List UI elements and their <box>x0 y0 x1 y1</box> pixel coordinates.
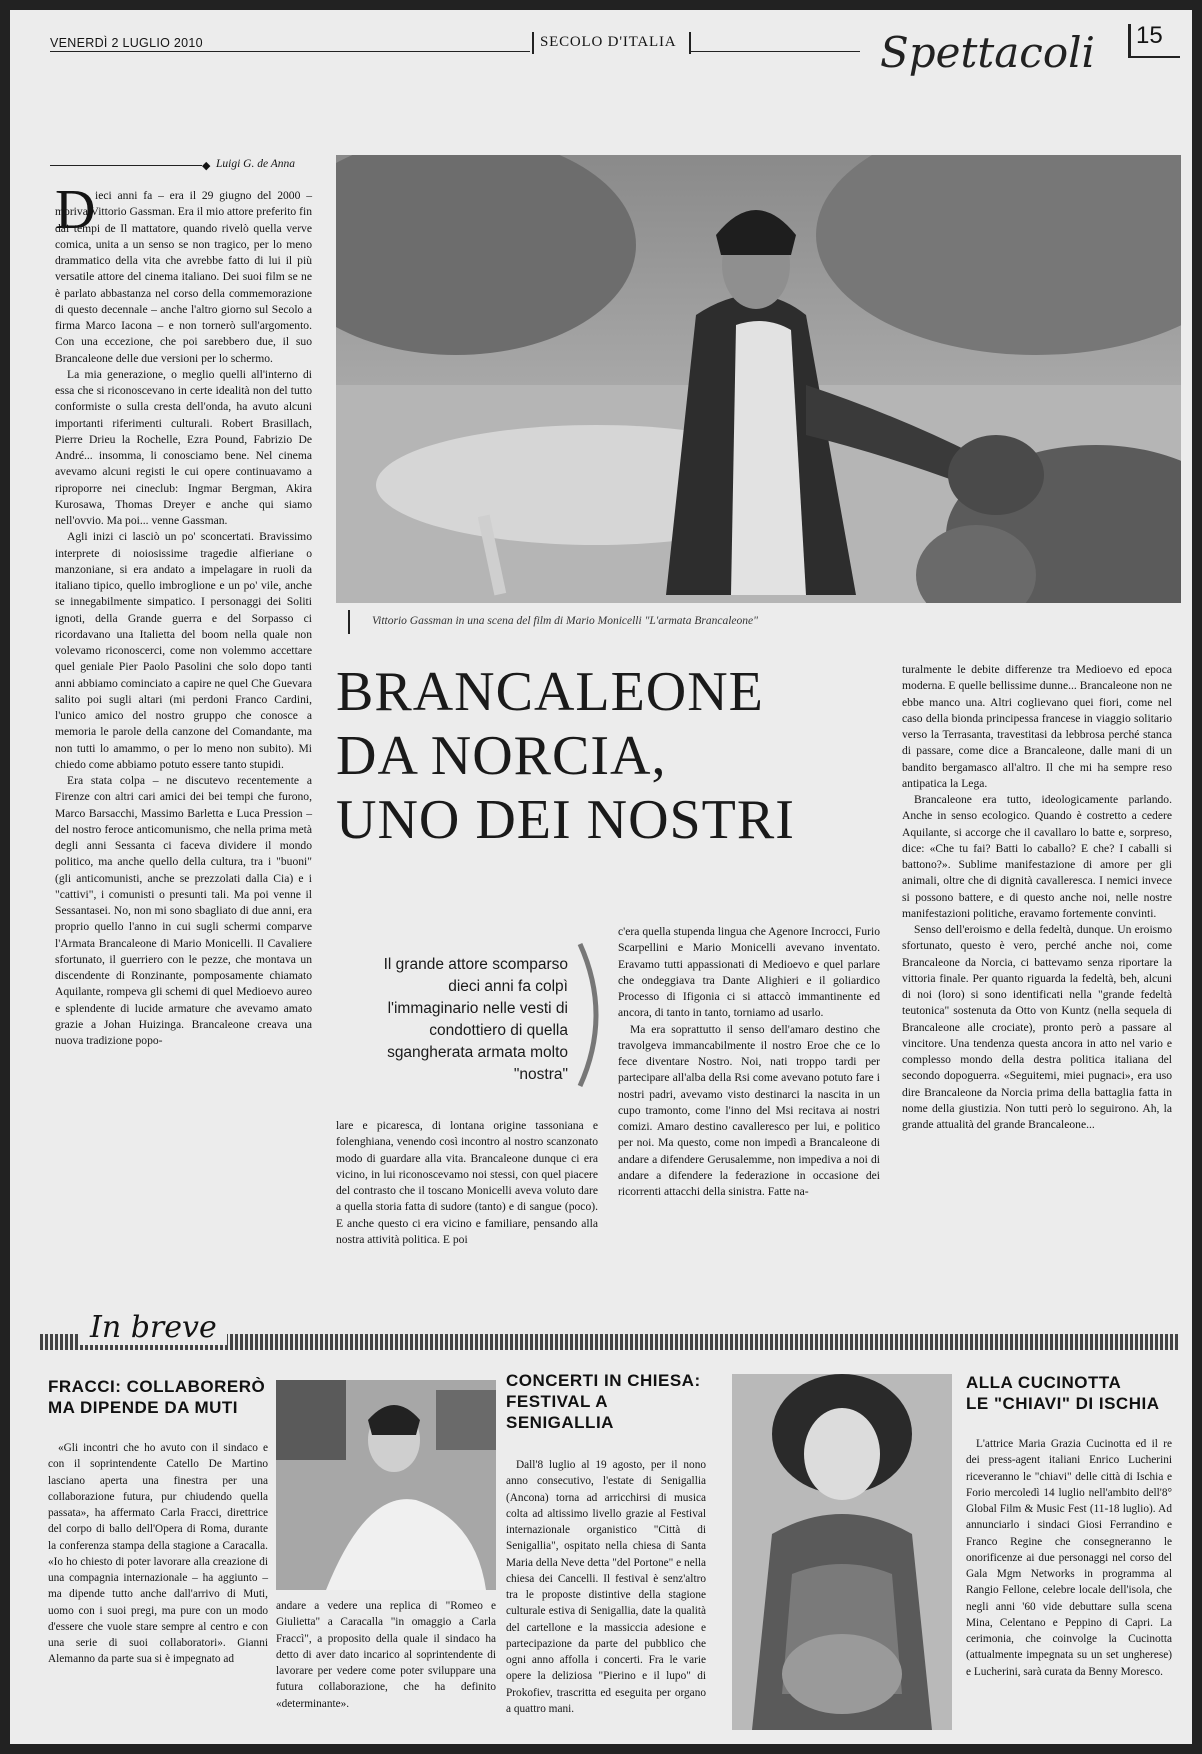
carla-fracci-illustration <box>276 1380 496 1590</box>
article-paragraph: lare e picaresca, di lontana origine tassoniana e folenghiana, venendo così incontro al nostro scanzonato modo di guardare alla vita. Brancaleone dunque ci era vicino, in lui riconoscevamo noi stessi, con quel piacere del contrasto che il toscano Monicelli aveva voluto dare a quella storia fatta di sudore (tanto) e di sangue (poco). E anche questo ci era vicino e familiare, pensando alla nostra attività politica. E poi <box>336 1119 598 1246</box>
brief-title-line-1: FRACCI: COLLABORERÒ <box>48 1377 266 1396</box>
brief-title-line-1: ALLA CUCINOTTA <box>966 1373 1122 1392</box>
newspaper-page <box>10 10 1192 1744</box>
article-column-1 <box>55 179 312 1049</box>
brief-title-line-1: CONCERTI IN CHIESA: <box>506 1371 701 1390</box>
header-date: VENERDÌ 2 LUGLIO 2010 <box>50 36 203 50</box>
photo-maria-grazia-cucinotta <box>732 1374 952 1730</box>
in-breve-label: In breve <box>80 1310 227 1345</box>
byline-diamond-icon: ◆ <box>202 160 211 172</box>
brief-text: Dall'8 luglio al 19 agosto, per il nono anno consecutivo, l'estate di Senigallia (Ancona) torna ad arricchirsi di musica colta ad altissimo livello grazie al Festival internazionale organistico "Città di Senigallia", ospitato nella chiesa di Santa Maria della Neve detta "del Portone" e nella chiesa dei Cancelli. Il festival è senz'altro tra le proposte distintive della stagione culturale estiva di Senigallia, date la qualità del cartellone e la massiccia adesione e partecipazione da parte del pubblico che ogni anno affolla i concerti. Fra le varie opere la deliziosa "Pierino e il lupo" di Prokofiev, trascritta ed eseguita per organo a quattro mani. <box>506 1459 706 1715</box>
header-divider <box>532 32 534 54</box>
header-rule-left <box>50 51 530 52</box>
subtitle: Il grande attore scomparso dieci anni fa colpì l'immaginario nelle vesti di condottiero di quella sgangherata armata molto "nostra" <box>383 956 568 1083</box>
page-number-underline <box>1128 56 1180 58</box>
brief-text: andare a vedere una replica di "Romeo e Giulietta" a Caracalla "in omaggio a Carla Fraccì", a proposito della quale il sindaco ha detto di aver dato incarico al soprintendente di lavorare per vedere come poter sviluppare una futura collaborazione, che ha definito «determinante». <box>276 1600 496 1710</box>
drop-cap: D <box>55 179 96 241</box>
article-paragraph: Era stata colpa – ne discutevo recentemente a Firenze con altri cari amici dei bei tempi che furono, Marco Barsacchi, Massimo Barletta e Luca Pression – del nostro feroce anticomunismo, che nella prima metà degli anni Sessanta ci faceva dividere il mondo politico, ma anche quello della cultura, tra i "buoni" (gli anticomunisti, anche se prezzolati dalla Cia) e i "cattivi", i comunisti o presunti tali. Ma poi venne il Sessantasei. No, non mi sono sbagliato di due anni, era proprio quello l'anno in cui sugli schermi comparve l'Armata Brancaleone di Mario Monicelli. Il Cavaliere sfortunato, il guerriero con le pezze, che montava un discendente di Ronzinante, pomposamente chiamato Aquilante, rompeva gli schemi di quel Medioevo aureo e splendente di lucide armature che avevamo amato grazie a Johan Huizinga. Brancaleone creava una nuova tradizione popo- <box>55 774 312 1047</box>
page-number-divider <box>1128 24 1131 58</box>
article-paragraph: Senso dell'eroismo e della fedeltà, dunque. Un eroismo sfortunato, questo è vero, perché anche noi, come Brancaleone da Norcia, ci battevamo senza riportare la vittoria finale. Per quanto riguarda la fedeltà, beh, alcuni di noi (loro) si sono identificati nella "grande fedeltà teutonica" sostenuta da Otto von Kuntz (nella sequela di Brancaleone alle crociate), pronto però a passare al vincitore. Una tendenza questa ancora in atto nel vario e complesso mondo della destra politica italiana del secondo dopoguerra. «Seguitemi, miei pugnaci», era uso dire Brancaleone da Norcia prima della battaglia fatta in nome della giustizia. Non tutti però lo seguirono. Ah, la grande attualità del grande Brancaleone... <box>902 923 1172 1131</box>
header-rule-right <box>690 51 860 52</box>
byline: Luigi G. de Anna <box>216 158 296 170</box>
brancaleone-scene-illustration <box>336 155 1181 603</box>
brief-cucinotta <box>966 1372 1172 1680</box>
brief-fracci-continued <box>276 1598 496 1712</box>
article-paragraph: La mia generazione, o meglio quelli all'interno di essa che si riconoscevano in certe idealità non del tutto conformiste o sulla cresta dell'onda, ha avuto alcuni importanti riferimenti culturali. Robert Brasillach, Pierre Drieu la Rochelle, Ezra Pound, Fabrizio De André... insomma, li conosciamo bene. Nel cinema avevamo alcuni registi le cui opere continuavamo a riproporre nei cineclub: Ingmar Bergman, Akira Kurosawa, Thomas Dreyer e anche qui siamo nell'ovvio. Ma poi... venne Gassman. <box>55 367 312 527</box>
photo-carla-fracci <box>276 1380 496 1590</box>
photo-caption: Vittorio Gassman in una scena del film di Mario Monicelli "L'armata Brancaleone" <box>372 615 758 627</box>
brief-title-line-2: FESTIVAL A SENIGALLIA <box>506 1392 614 1432</box>
subtitle-block <box>360 954 568 1086</box>
subtitle-bracket-icon <box>572 940 612 1090</box>
article-paragraph: turalmente le debite differenze tra Medioevo ed epoca moderna. E quelle bellissime dunne... Brancaleone non ne ebbe manco una. Altri coglievano quei fiori, come nel caso della bionda principessa francese in viaggio solitario verso la Terrasanta, travestitasi da lebbrosa perché stanca di passare, come dice a Brancaleone, dalle mani di un bandito bergamasco all'altro. Il che mi ha sempre reso antipatica la Lega. <box>902 663 1172 790</box>
article-paragraph: c'era quella stupenda lingua che Agenore Incrocci, Furio Scarpellini e Mario Monicelli avevano inventato. Eravamo tutti appassionati di Medioevo e quel parlare che ondeggiava tra Dante Alighieri e il goliardico Processo di Ifigonia ci si attaccò immantinente ed ancora, di tanto in tanto, torniamo ad usarlo. <box>618 925 880 1020</box>
article-paragraph: Ma era soprattutto il senso dell'amaro destino che travolgeva immancabilmente il nostro Eroe che ce lo fece diventare Nostro. Noi, nati troppo tardi per partecipare all'alba della Rsi come avevano potuto fare i nostri padri, avevamo visto destinarci la nascita in un cupo tramonto, come l'inno del Msi recitava ai nostri comizi. Amaro destino cavalleresco per lui, e politico per noi. Ma questo, come non impedì a Brancaleone di andare a difendere Gerusalemme, non impediva a noi di andare a difendere la federazione in occasione dei ricorrenti attacchi della sinistra. Fatte na- <box>618 1022 880 1198</box>
headline <box>336 660 876 852</box>
article-column-3 <box>618 924 880 1200</box>
brief-fracci <box>48 1376 268 1668</box>
byline-rule <box>50 165 202 166</box>
article-column-4 <box>902 662 1172 1133</box>
headline-line-2: DA NORCIA, <box>336 725 667 787</box>
main-photo-brancaleone <box>336 155 1181 603</box>
header-newspaper-name: SECOLO D'ITALIA <box>540 34 677 50</box>
headline-line-3: UNO DEI NOSTRI <box>336 789 795 851</box>
cucinotta-portrait-illustration <box>732 1374 952 1730</box>
page-number: 15 <box>1136 22 1163 49</box>
caption-marker <box>348 610 350 634</box>
brief-text: L'attrice Maria Grazia Cucinotta ed il re dei press-agent italiani Enrico Lucherini riceveranno le "chiavi" delle città di Ischia e Forio mercoledì 14 luglio nell'ambito dell'8° Global Film & Music Fest (11-18 luglio). Ad annunciarlo i sindaci Giosi Ferrandino e Franco Regine che consegneranno le onorificenze ai due personaggi nel corso del Gala Mgm Networks in programma al Rangio Fellone, celebre locale dell'isola, che negli anni '60 vide debuttare sulla scena Mina, Celentano e Peppino di Capri. La cerimonia, che coinvolge la Cucinotta (attualmente impegnata su un set ungherese) e Lucherini, sarà curata da Benny Moresco. <box>966 1438 1172 1678</box>
brief-title-line-2: MA DIPENDE DA MUTI <box>48 1398 239 1417</box>
article-column-2 <box>336 1118 598 1248</box>
article-paragraph: ieci anni fa – era il 29 giugno del 2000 – moriva Vittorio Gassman. Era il mio attore preferito fin dai tempi de Il mattatore, quando rivelò quella verve comica, unita a un senso se non tragico, per lo meno drammatico della vita che avrebbe fatto di lui il più versatile attore del cinema italiano. Dei suoi film se ne è parlato abbastanza nel corso della commemorazione di questo decennale – anche l'altro giorno sul Secolo a firma Marco Iacona – e non tornerò sull'argomento. Con una eccezione, che poi sarebbero due, il suo Brancaleone delle due versioni per lo schermo. <box>55 189 312 365</box>
brief-title-line-2: LE "CHIAVI" DI ISCHIA <box>966 1394 1160 1413</box>
section-label: Spettacoli <box>880 28 1095 77</box>
brief-text: «Gli incontri che ho avuto con il sindaco e con il soprintendente Catello De Martino lasciano aperta una finestra per una collaborazione futura, pur chiudendo quella passata», ha affermato Carla Fracci, direttrice del corpo di ballo dell'Opera di Roma, durante la conferenza stampa della stagione a Caracalla. «Io ho chiesto di poter lavorare alla creazione di una compagnia internazionale – ha aggiunto – ma dipende tutto anche dall'arrivo di Muti, uomo con i suoi pregi, ma pure con un modo d'essere che vuole stare sempre al centro e con una serie di suoi collaboratori». Gianni Alemanno da parte sua si è impegnato ad <box>48 1442 268 1666</box>
brief-senigallia <box>506 1370 706 1717</box>
article-paragraph: Brancaleone era tutto, ideologicamente parlando. Anche in senso ecologico. Quando è costretto a cedere Aquilante, si accorge che il cavallaro lo batte e, sorpreso, dice: «Che tu fai? Batti lo caballo? E che? I caballi si battono?». Sublime manifestazione di amore per gli animali, oltre che di dignità cavalleresca. I nemici invece si possono battere, e di questo anche noi, nelle nostre manifestazioni politiche, eravamo fortemente convinti. <box>902 793 1172 920</box>
article-paragraph: Agli inizi ci lasciò un po' sconcertati. Bravissimo interprete di noiosissime tragedie alfieriane o manzoniane, si era andato a impelagare in ruoli da italiano tipico, quello imbroglione e un po' vile, anche se innegabilmente simpatico. I personaggi dei Soliti ignoti, della Grande guerra e del Sorpasso ci ricordavano una Italietta del boom nella quale non volevamo riconoscerci, come non volemmo accettare quel geniale Pier Paolo Pasolini che solo dopo tanti anni abbiamo cominciato a capire ne quel Che Guevara salito poi sugli altari (mi perdoni Franco Cardini, l'unico amico del nostro gruppo che conosce a memoria le parole della canzone del Comandante, ma non tutti lo amammo, o per lo meno non subito). Mi chiedo come abbiamo potuto essere tanto stupidi. <box>55 530 312 771</box>
headline-line-1: BRANCALEONE <box>336 661 764 723</box>
